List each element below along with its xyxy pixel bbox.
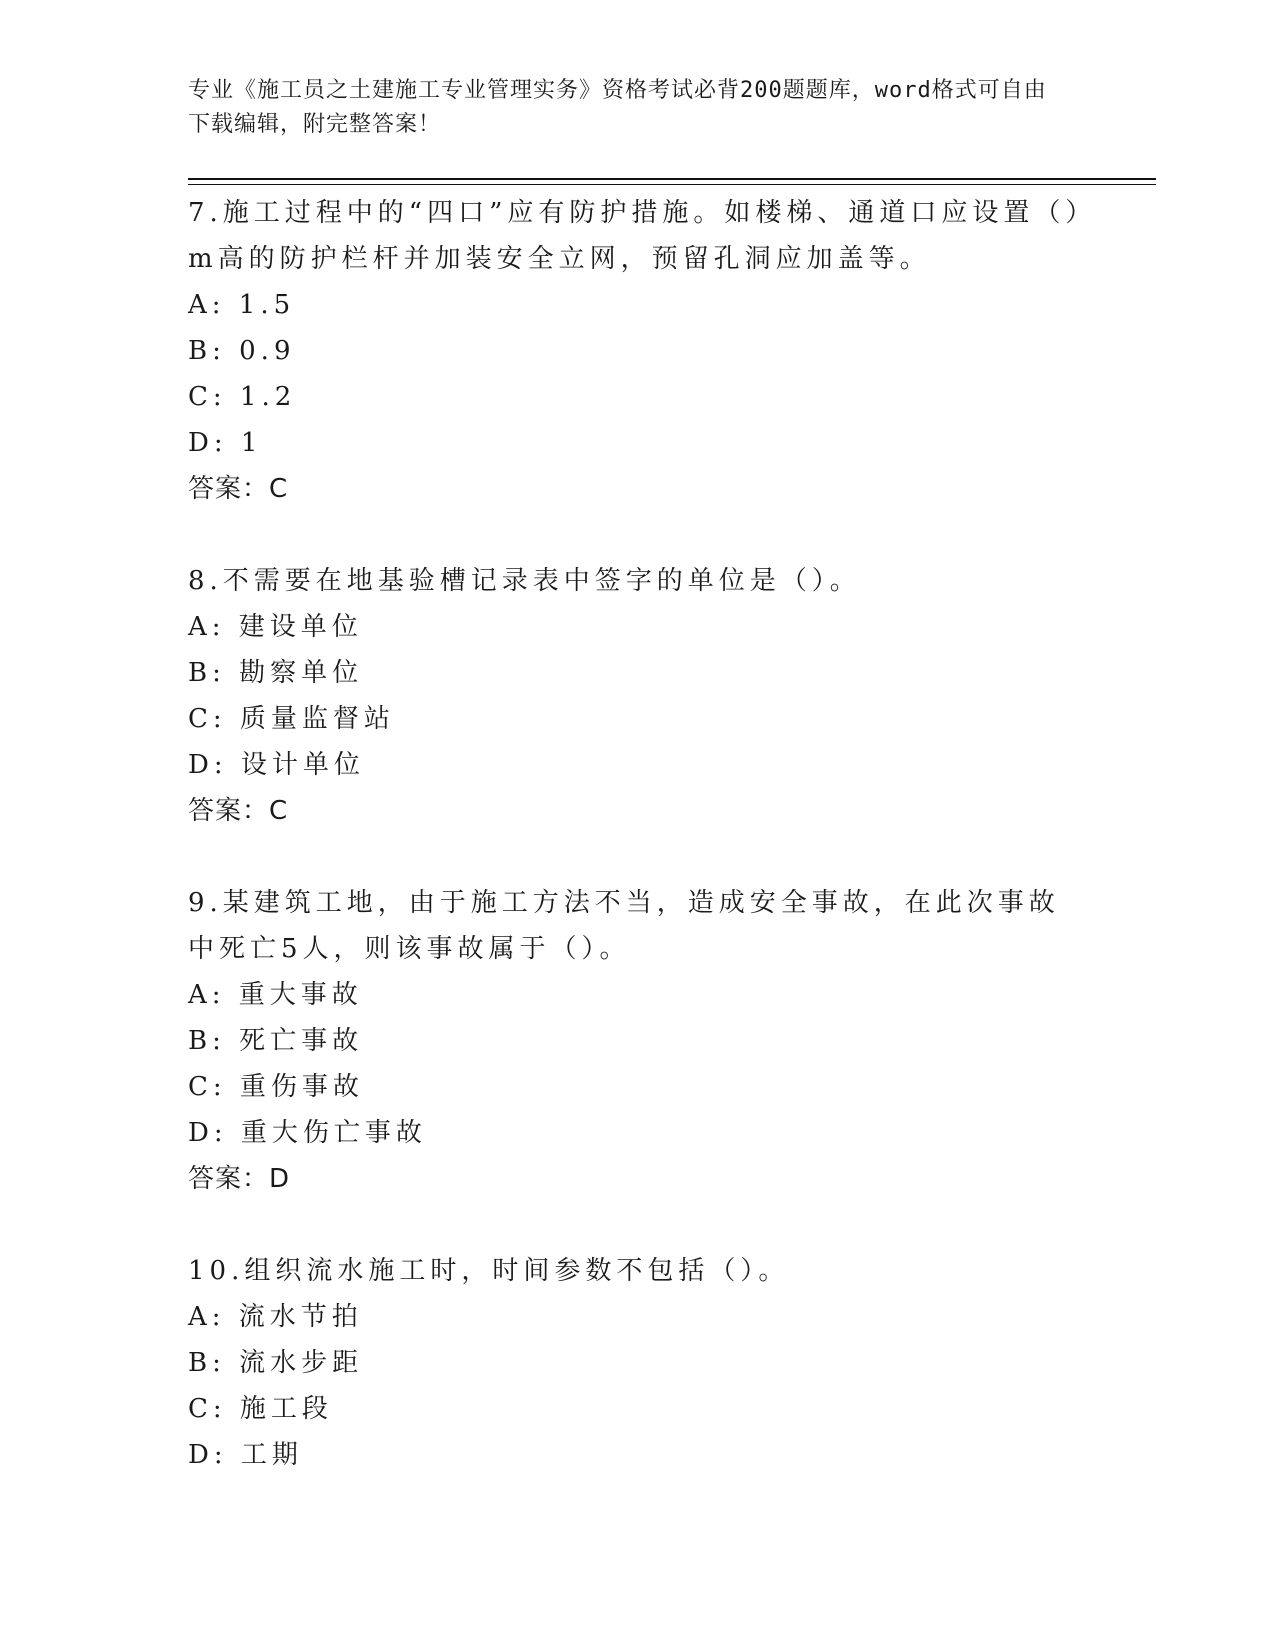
option-b: B: 勘察单位 [188,658,364,688]
option-b: B: 死亡事故 [188,1026,364,1056]
option-c: C: 重伤事故 [188,1072,364,1102]
option-a: A: 流水节拍 [188,1302,363,1332]
option-b: B: 0.9 [188,336,296,366]
option-a: A: 建设单位 [188,612,363,642]
header-divider-thin [188,184,1156,185]
question-9 [188,880,1088,1202]
option-c: C: 1.2 [188,382,297,412]
option-a: A: 1.5 [188,290,296,320]
answer-line: 答案：C [188,474,289,504]
option-d: D: 重大伤亡事故 [188,1118,427,1148]
question-10 [188,1248,1088,1478]
question-stem: 9.某建筑工地，由于施工方法不当，造成安全事故，在此次事故中死亡5人，则该事故属于（）。 [188,888,1060,964]
answer-line: 答案：C [188,796,289,826]
option-b: B: 流水步距 [188,1348,364,1378]
question-8 [188,558,1088,834]
option-d: D: 1 [188,428,263,458]
option-d: D: 工期 [188,1440,303,1470]
option-c: C: 施工段 [188,1394,333,1424]
question-stem: 8.不需要在地基验槽记录表中签字的单位是（）。 [188,566,861,596]
question-list [188,190,1088,1524]
header-divider [188,178,1156,180]
question-stem: 10.组织流水施工时，时间参数不包括（）。 [188,1256,790,1286]
question-stem: 7.施工过程中的“四口”应有防护措施。如楼梯、通道口应设置（）m高的防护栏杆并加装安全立网，预留孔洞应加盖等。 [188,198,1084,274]
question-7 [188,190,1088,512]
answer-line: 答案：D [188,1164,291,1194]
option-c: C: 质量监督站 [188,704,395,734]
option-d: D: 设计单位 [188,750,365,780]
option-a: A: 重大事故 [188,980,363,1010]
document-header: 专业《施工员之土建施工专业管理实务》资格考试必背200题题库，word格式可自由下载编辑，附完整答案！ [188,78,1047,137]
